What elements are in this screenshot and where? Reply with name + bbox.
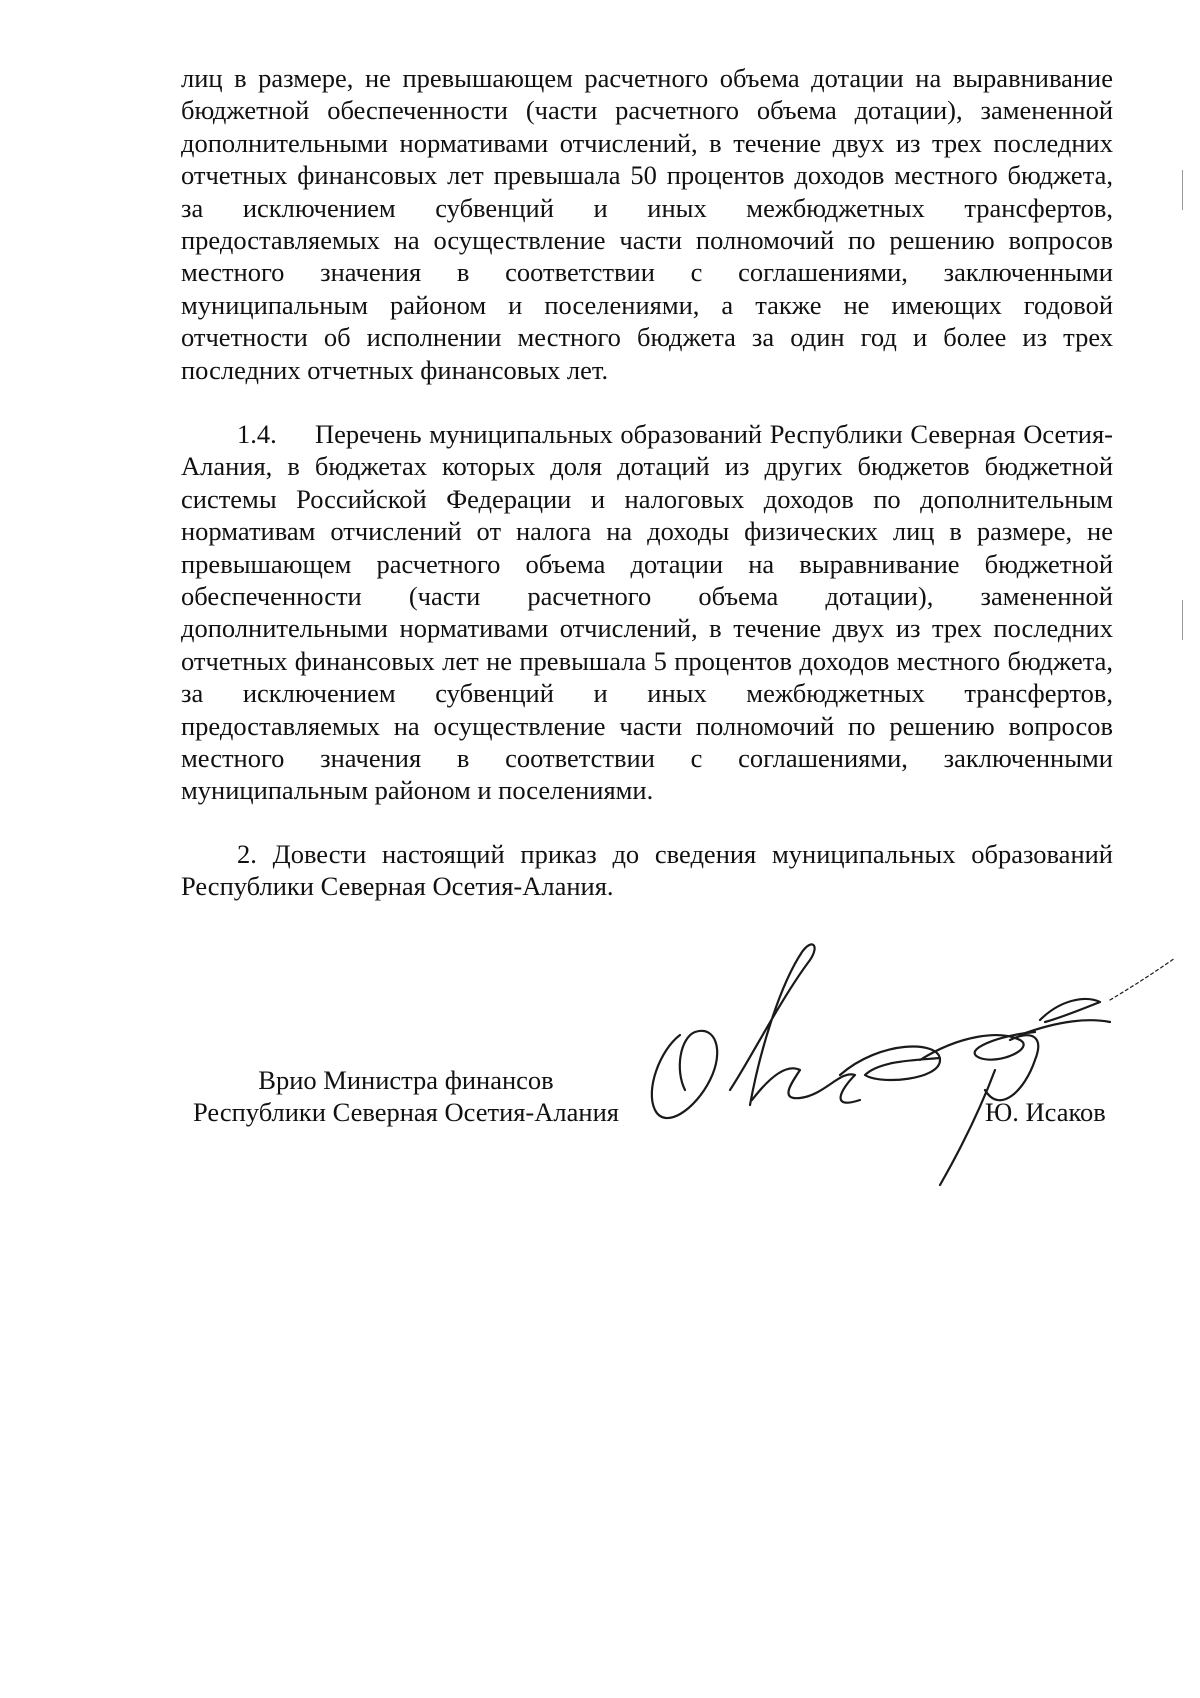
signatory-role-line-1: Врио Министра финансов — [258, 1065, 554, 1095]
paragraph-text: Перечень муниципальных образований Республики Северная Осетия-Алания, в бюджетах которых доля дотаций из других бюджетов бюджетной системы Российской Федерации и налоговых доходов по дополнительным нормативам отчислений от налога на доходы физических лиц в размере, не превышающем расчетного объема дотации на выравнивание бюджетной обеспеченности (части расчетного объема дотации), замененной дополнительными нормативами отчислений, в течение двух из трех последних отчетных финансовых лет не превышала 5 процентов доходов местного бюджета, за исключением субвенций и иных межбюджетных трансфертов, предоставляемых на осуществление части полномочий по решению вопросов местного значения в соответствии с соглашениями, заключенными муниципальным районом и поселениями. — [181, 419, 1113, 806]
signatory-role-line-2: Республики Северная Осетия-Алания — [193, 1097, 619, 1128]
scan-artifact — [1182, 600, 1183, 640]
handwritten-signature — [640, 940, 1180, 1200]
paragraph-1-4 — [181, 418, 1113, 807]
paragraph-text: 2. Довести настоящий приказ до сведения муниципальных образований Республики Северная Осетия-Алания. — [181, 839, 1113, 902]
paragraph-continuation: лиц в размере, не превышающем расчетного объема дотации на выравнивание бюджетной обеспеченности (части расчетного объема дотации), замененной дополнительными нормативами отчислений, в течение двух из трех последних отчетных финансовых лет превышала 50 процентов доходов местного бюджета, за исключением субвенций и иных межбюджетных трансфертов, предоставляемых на осуществление части полномочий по решению вопросов местного значения в соответствии с соглашениями, заключенными муниципальным районом и поселениями, а также не имеющих годовой отчетности об исполнении местного бюджета за один год и более из трех последних отчетных финансовых лет. — [181, 63, 1113, 385]
signatory-role — [181, 1064, 631, 1129]
paragraph-number: 1.4. — [237, 419, 277, 449]
signatory-name: Ю. Исаков — [985, 1097, 1106, 1127]
paragraph-2 — [181, 838, 1113, 903]
scan-artifact — [1182, 170, 1183, 210]
